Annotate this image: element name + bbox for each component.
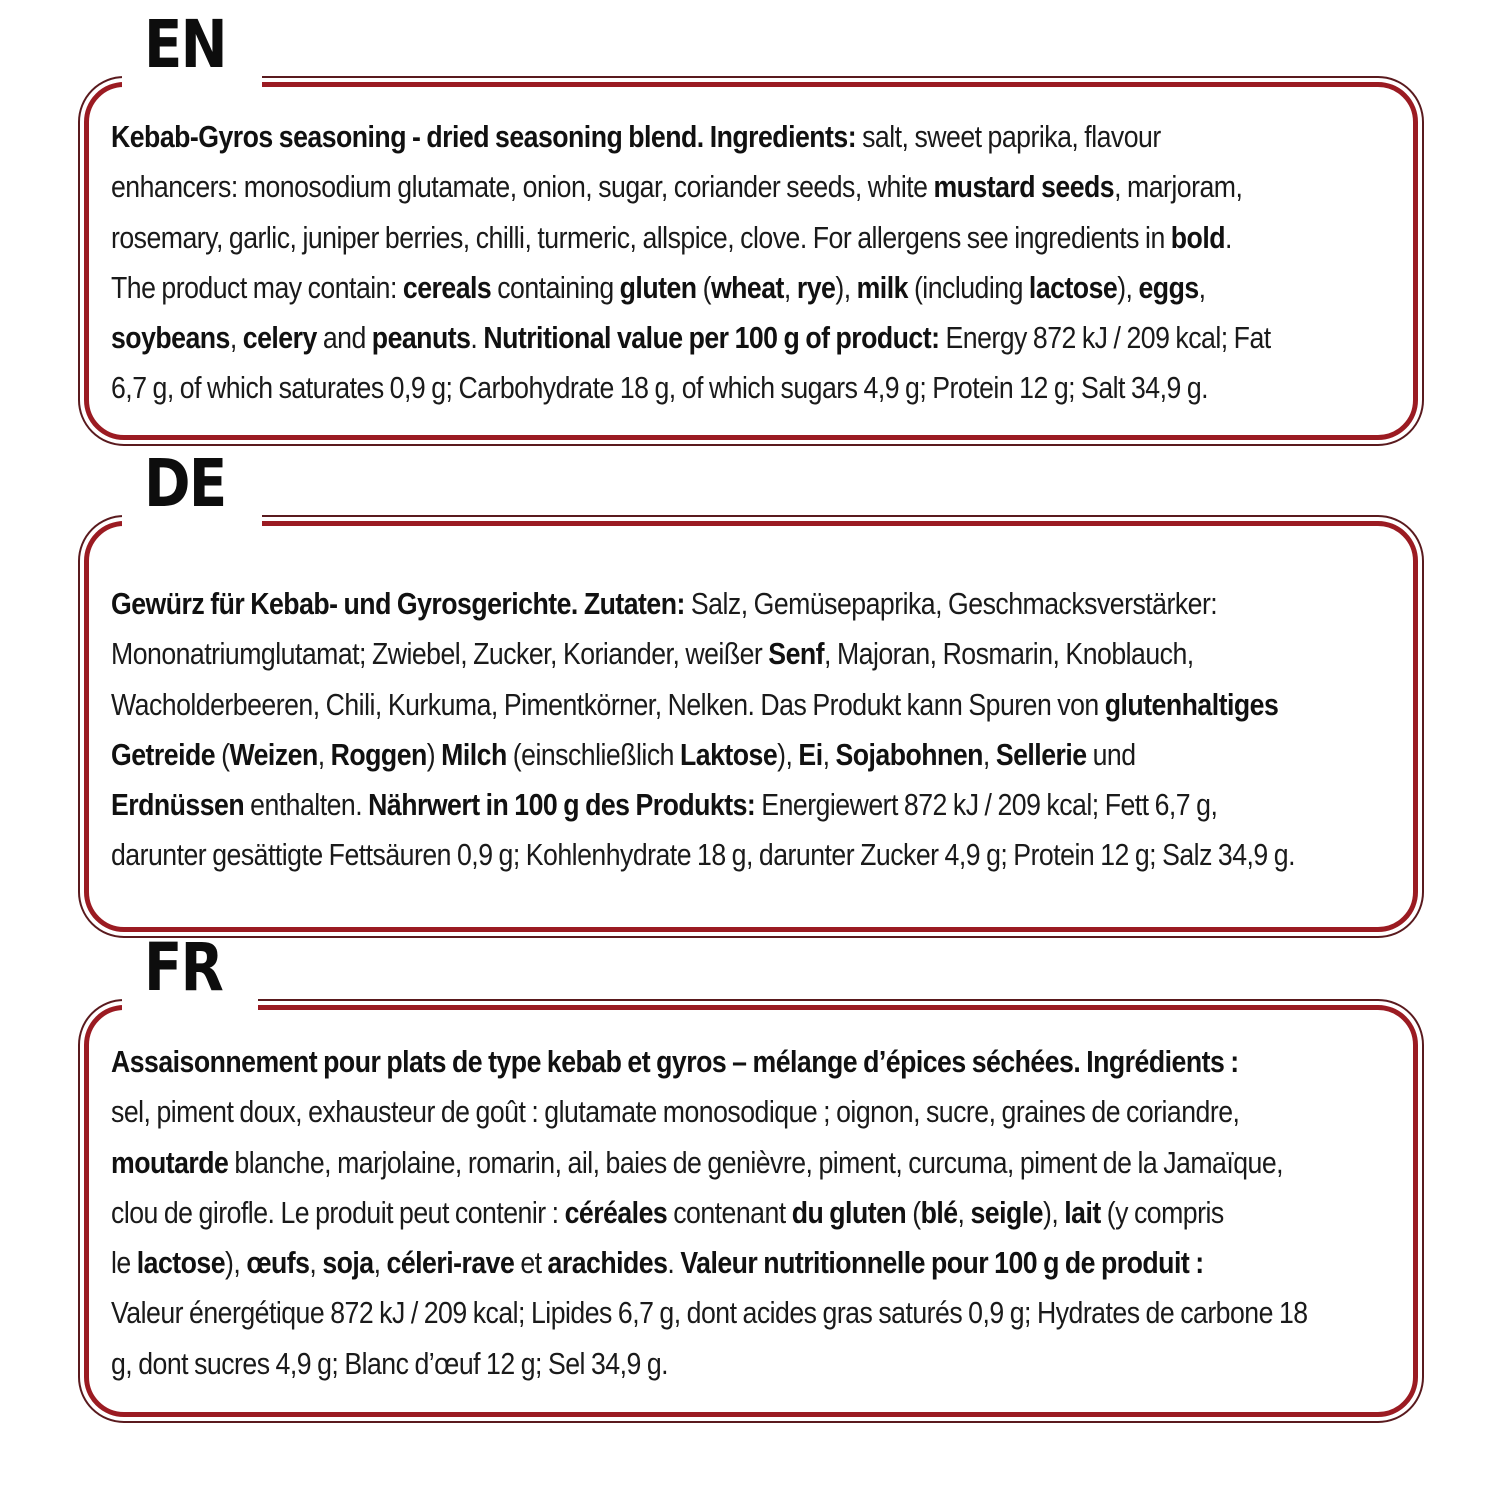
bold-text-run: soja <box>322 1245 374 1281</box>
text-run: enthalten. <box>244 787 369 823</box>
text-run: und <box>1086 736 1136 772</box>
text-run: enhancers: monosodium glutamate, onion, sugar, coriander seeds, white <box>111 169 934 205</box>
text-line <box>111 780 1392 830</box>
text-run: , <box>1198 269 1206 305</box>
text-run: darunter gesättigte Fettsäuren 0,9 g; Kohlenhydrate 18 g, darunter Zucker 4,9 g; Protein 12 g; Salz 34,9 g. <box>111 837 1295 873</box>
text-run: ( <box>906 1194 921 1230</box>
bold-text-run: Erdnüssen <box>111 787 245 823</box>
bold-text-run: soybeans <box>111 320 230 356</box>
bold-text-run: arachides <box>547 1245 668 1281</box>
text-run: salt, sweet paprika, flavour <box>856 119 1161 154</box>
text-run: , marjoram, <box>1114 169 1243 205</box>
bold-text-run: Valeur nutritionnelle pour 100 g de produit : <box>680 1245 1204 1281</box>
text-run: , Majoran, Rosmarin, Knoblauch, <box>824 636 1194 672</box>
bold-text-run: Kebab-Gyros seasoning - dried seasoning blend. Ingredients: <box>111 119 857 154</box>
text-run: , <box>309 1245 323 1281</box>
text-line <box>111 830 1392 880</box>
text-line <box>111 1288 1392 1338</box>
bold-text-run: Milch <box>441 736 507 772</box>
text-line <box>111 1188 1392 1238</box>
bold-text-run: blé <box>920 1194 958 1230</box>
text-run: ), <box>225 1245 247 1281</box>
text-run: ), <box>835 269 857 305</box>
text-run: ), <box>1117 269 1139 305</box>
text-run: , <box>317 736 331 772</box>
bold-text-run: milk <box>856 269 908 305</box>
text-run: (einschließlich <box>506 736 680 772</box>
text-run: et <box>514 1245 548 1281</box>
ingredients-text-en <box>111 112 1392 414</box>
text-run: and <box>316 320 372 356</box>
text-run: . <box>1224 219 1232 255</box>
text-run: Wacholderbeeren, Chili, Kurkuma, Pimentkörner, Nelken. Das Produkt kann Spuren von <box>111 686 1105 722</box>
bold-text-run: seigle <box>970 1194 1043 1230</box>
text-line <box>111 1138 1392 1188</box>
bold-text-run: eggs <box>1138 269 1199 305</box>
bold-text-run: du gluten <box>791 1194 907 1230</box>
bold-text-run: Roggen <box>330 736 427 772</box>
language-code-de: DE <box>144 445 226 522</box>
text-line <box>111 1087 1392 1137</box>
bold-text-run: Ei <box>798 736 823 772</box>
language-code-fr: FR <box>144 929 223 1006</box>
text-run: containing <box>491 269 620 305</box>
bold-text-run: Weizen <box>229 736 318 772</box>
bold-text-run: wheat <box>710 269 784 305</box>
text-line <box>111 1238 1392 1288</box>
text-run: (including <box>907 269 1029 305</box>
bold-text-run: gluten <box>619 269 697 305</box>
text-run: clou de girofle. Le produit peut contenir : <box>111 1194 565 1230</box>
bold-text-run: celery <box>242 320 317 356</box>
bold-text-run: céleri-rave <box>386 1245 515 1281</box>
text-line <box>111 1339 1392 1389</box>
text-run: , <box>229 320 243 356</box>
bold-text-run: lactose <box>1028 269 1118 305</box>
text-run: , <box>373 1245 387 1281</box>
bold-text-run: Getreide <box>111 736 216 772</box>
text-run: 6,7 g, of which saturates 0,9 g; Carbohydrate 18 g, of which sugars 4,9 g; Protein 12 g; Salt 34,9 g. <box>111 370 1209 406</box>
text-line <box>111 1037 1392 1087</box>
ingredients-text-fr <box>111 1037 1392 1389</box>
text-run: ) <box>426 736 442 772</box>
text-line <box>111 162 1392 212</box>
text-line <box>111 263 1392 313</box>
text-run: ), <box>777 736 799 772</box>
text-run: , <box>783 269 797 305</box>
text-run: . <box>470 320 484 356</box>
text-line <box>111 680 1392 730</box>
bold-text-run: Laktose <box>679 736 778 772</box>
language-label-box <box>122 6 262 96</box>
text-run: le <box>111 1245 137 1281</box>
panel-de <box>78 445 1424 938</box>
text-run: The product may contain: <box>111 269 403 305</box>
bold-text-run: rye <box>796 269 836 305</box>
bold-text-run: lactose <box>136 1245 226 1281</box>
bold-text-run: Gewürz für Kebab- und Gyrosgerichte. Zutaten: <box>111 586 685 621</box>
text-line <box>111 730 1392 780</box>
text-run: Mononatriumglutamat; Zwiebel, Zucker, Koriander, weißer <box>111 636 769 672</box>
bold-text-run: mustard seeds <box>933 169 1115 205</box>
text-line <box>111 579 1392 629</box>
bold-text-run: lait <box>1064 1194 1101 1230</box>
bold-text-run: Assaisonnement pour plats de type kebab et gyros – mélange d’épices séchées. Ingrédients : <box>111 1044 1239 1079</box>
text-run: blanche, marjolaine, romarin, ail, baies de genièvre, piment, curcuma, piment de la Jamaïque, <box>228 1144 1284 1180</box>
text-line <box>111 112 1392 162</box>
text-run: g, dont sucres 4,9 g; Blanc d’œuf 12 g; Sel 34,9 g. <box>111 1345 669 1381</box>
text-run: . <box>667 1245 681 1281</box>
text-run: , <box>957 1194 971 1230</box>
bold-text-run: bold <box>1170 219 1225 255</box>
bold-text-run: Sojabohnen <box>835 736 983 772</box>
text-run: ), <box>1042 1194 1065 1230</box>
text-line <box>111 313 1392 363</box>
text-line <box>111 629 1392 679</box>
bold-text-run: Nährwert in 100 g des Produkts: <box>368 787 756 823</box>
text-run: sel, piment doux, exhausteur de goût : glutamate monosodique ; oignon, sucre, graines de coriandre, <box>111 1094 1240 1130</box>
language-code-en: EN <box>144 6 226 83</box>
text-run: contenant <box>667 1194 792 1230</box>
text-run: , <box>822 736 836 772</box>
text-run: ( <box>215 736 230 772</box>
bold-text-run: céréales <box>564 1194 668 1230</box>
panel-fr <box>78 929 1424 1423</box>
language-label-box <box>122 445 262 535</box>
bold-text-run: glutenhaltiges <box>1104 686 1279 722</box>
panel-en <box>78 6 1424 446</box>
text-run: (y compris <box>1100 1194 1224 1230</box>
text-run: Energy 872 kJ / 209 kcal; Fat <box>939 320 1271 356</box>
text-run: Energiewert 872 kJ / 209 kcal; Fett 6,7 g, <box>755 787 1218 823</box>
text-line <box>111 213 1392 263</box>
bold-text-run: œufs <box>246 1245 310 1281</box>
text-run: Valeur énergétique 872 kJ / 209 kcal; Lipides 6,7 g, dont acides gras saturés 0,9 g; Hydrates de carbone 18 <box>111 1295 1308 1331</box>
bold-text-run: cereals <box>402 269 492 305</box>
bold-text-run: Nutritional value per 100 g of product: <box>483 320 940 356</box>
text-run: ( <box>696 269 711 305</box>
text-line <box>111 363 1392 413</box>
text-run: rosemary, garlic, juniper berries, chilli, turmeric, allspice, clove. For allergens see ingredients in <box>111 219 1171 255</box>
bold-text-run: peanuts <box>371 320 471 356</box>
text-run: , <box>982 736 996 772</box>
bold-text-run: Senf <box>768 636 825 672</box>
text-run: Salz, Gemüsepaprika, Geschmacksverstärker: <box>684 586 1218 621</box>
language-label-box <box>122 929 258 1019</box>
bold-text-run: Sellerie <box>995 736 1087 772</box>
bold-text-run: moutarde <box>111 1144 229 1180</box>
ingredients-text-de <box>111 579 1392 881</box>
